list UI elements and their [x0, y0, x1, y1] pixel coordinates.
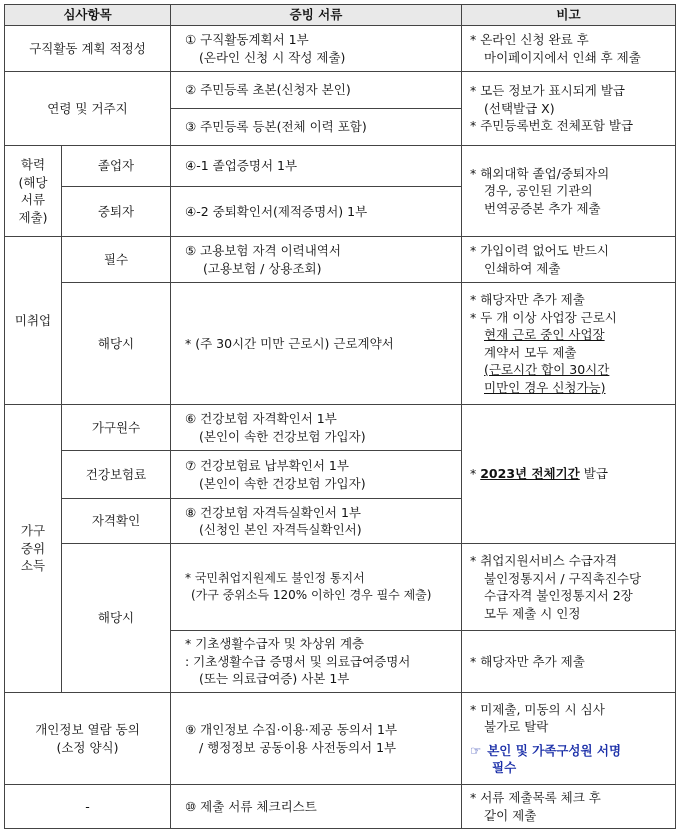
subitem-cell: 졸업자 — [62, 146, 171, 187]
doc-line: (본인이 속한 건강보험 가입자) — [199, 475, 366, 491]
remark-line: * 주민등록번호 전체포함 발급 — [470, 118, 634, 134]
item-line: 학력 — [20, 157, 46, 172]
table-row — [5, 146, 676, 187]
table-row — [5, 72, 676, 109]
docs-cell — [171, 405, 462, 451]
remark-line: 현재 근로 중인 사업장 — [484, 327, 605, 342]
doc-line: (가구 중위소득 120% 이하인 경우 필수 제출) — [191, 588, 432, 602]
remark-line: 모두 제출 시 인정 — [484, 605, 581, 621]
doc-line: (또는 의료급여증) 사본 1부 — [199, 671, 350, 687]
remark-cell — [462, 544, 676, 631]
table-row — [5, 405, 676, 451]
remark-line: (근로시간 합이 30시간 — [484, 362, 610, 377]
remark-suffix: 발급 — [579, 466, 608, 482]
subitem-cell: 가구원수 — [62, 405, 171, 451]
remark-line: 인쇄하여 제출 — [484, 260, 561, 276]
table-row — [5, 283, 676, 405]
item-cell — [5, 146, 62, 237]
doc-line: ⑦ 건강보험료 납부확인서 1부 — [185, 458, 349, 473]
docs-cell: ② 주민등록 초본(신청자 본인) — [171, 72, 462, 109]
docs-cell: ⑩ 제출 서류 체크리스트 — [171, 785, 462, 829]
pointing-hand-icon: ☞ — [470, 742, 482, 758]
table-row — [5, 544, 676, 631]
remark-line: 미만인 경우 신청가능) — [484, 379, 606, 395]
doc-line: (신청인 본인 자격득실확인서) — [199, 522, 362, 537]
remark-line: * 미제출, 미동의 시 심사 — [470, 701, 605, 717]
table-row — [5, 237, 676, 283]
docs-cell — [171, 499, 462, 544]
item-cell — [5, 405, 62, 693]
remark-line: * 가입이력 없어도 반드시 — [470, 243, 609, 258]
docs-cell — [171, 237, 462, 283]
docs-cell: ④-1 졸업증명서 1부 — [171, 146, 462, 187]
remark-cell — [462, 237, 676, 283]
item-line: 제출) — [18, 209, 48, 225]
header-item: 심사항목 — [5, 5, 171, 26]
requirements-table — [4, 4, 676, 829]
item-cell: 구직활동 계획 적정성 — [5, 26, 171, 72]
remark-cell — [462, 693, 676, 785]
remark-cell: * 해당자만 추가 제출 — [462, 631, 676, 693]
table-row — [5, 785, 676, 829]
doc-line: * 국민취업지원제도 불인정 통지서 — [185, 570, 365, 585]
subitem-cell: 해당시 — [62, 283, 171, 405]
docs-cell — [171, 26, 462, 72]
remark-line: 불인정통지서 / 구직촉진수당 — [484, 570, 642, 586]
remark-cell — [462, 283, 676, 405]
item-line: 소득 — [20, 558, 46, 574]
item-cell: 연령 및 거주지 — [5, 72, 171, 146]
item-cell: - — [5, 785, 171, 829]
doc-line: ① 구직활동계획서 1부 — [185, 32, 309, 47]
doc-line: (본인이 속한 건강보험 가입자) — [199, 428, 366, 444]
remark-cell — [462, 26, 676, 72]
subitem-cell: 필수 — [62, 237, 171, 283]
item-line: 중위 — [20, 540, 46, 556]
item-cell — [5, 693, 171, 785]
remark-line: 계약서 모두 제출 — [484, 344, 577, 360]
item-line: 서류 — [20, 192, 46, 207]
remark-cell — [462, 146, 676, 237]
item-line: (해당 — [18, 174, 48, 190]
item-cell: 미취업 — [5, 237, 62, 405]
subitem-cell: 중퇴자 — [62, 187, 171, 237]
remark-line: 수급자격 불인정통지서 2장 — [484, 588, 633, 603]
remark-line: * 취업지원서비스 수급자격 — [470, 553, 618, 568]
docs-cell: ③ 주민등록 등본(전체 이력 포함) — [171, 109, 462, 146]
doc-line: ⑧ 건강보험 자격득실확인서 1부 — [185, 504, 361, 520]
remark-line: * 두 개 이상 사업장 근로시 — [470, 309, 617, 325]
docs-cell: ④-2 중퇴확인서(제적증명서) 1부 — [171, 187, 462, 237]
remark-cell — [462, 785, 676, 829]
table-header-row — [5, 5, 676, 26]
item-line: 개인정보 열람 동의 — [35, 722, 140, 737]
header-remark: 비고 — [462, 5, 676, 26]
remark-line: 번역공증본 추가 제출 — [484, 200, 601, 216]
remark-line: 같이 제출 — [484, 807, 537, 823]
doc-line: ⑨ 개인정보 수집·이용·제공 동의서 1부 — [185, 722, 398, 737]
item-line: (소정 양식) — [56, 739, 119, 755]
doc-line: : 기초생활수급 증명서 및 의료급여증명서 — [185, 653, 411, 669]
table-row — [5, 693, 676, 785]
remark-emphasis: 2023년 전체기간 — [480, 466, 580, 482]
remark-line: 불가로 탈락 — [484, 719, 549, 734]
doc-line: (온라인 신청 시 작성 제출) — [199, 49, 346, 65]
docs-cell — [171, 631, 462, 693]
subitem-cell: 자격확인 — [62, 499, 171, 544]
remark-emphasis: 필수 — [492, 760, 517, 775]
remark-cell — [462, 72, 676, 146]
remark-line: 경우, 공인된 기관의 — [484, 183, 593, 199]
remark-line: * 서류 제출목록 체크 후 — [470, 790, 601, 805]
subitem-cell: 건강보험료 — [62, 451, 171, 499]
doc-line: (고용보험 / 상용조회) — [203, 260, 322, 276]
remark-line: * 해당자만 추가 제출 — [470, 292, 585, 307]
subitem-cell: 해당시 — [62, 544, 171, 693]
docs-cell — [171, 544, 462, 631]
remark-cell — [462, 405, 676, 544]
doc-line: ⑤ 고용보험 자격 이력내역서 — [185, 243, 341, 258]
docs-cell — [171, 693, 462, 785]
docs-cell — [171, 451, 462, 499]
doc-line: ⑥ 건강보험 자격확인서 1부 — [185, 411, 337, 426]
remark-prefix: * — [470, 466, 481, 482]
header-docs: 증빙 서류 — [171, 5, 462, 26]
table-row — [5, 26, 676, 72]
remark-line: (선택발급 X) — [484, 100, 555, 116]
remark-line: * 모든 정보가 표시되게 발급 — [470, 83, 625, 99]
doc-line: / 행정정보 공동이용 사전동의서 1부 — [199, 739, 397, 755]
remark-emphasis: 본인 및 가족구성원 서명 — [487, 742, 622, 758]
doc-line: * 기초생활수급자 및 차상위 계층 — [185, 636, 365, 652]
remark-line — [470, 742, 675, 760]
remark-line — [470, 465, 675, 483]
remark-line: * 온라인 신청 완료 후 — [470, 32, 589, 47]
remark-line: * 해외대학 졸업/중퇴자의 — [470, 165, 610, 181]
docs-cell: * (주 30시간 미만 근로시) 근로계약서 — [171, 283, 462, 405]
item-line: 가구 — [20, 523, 46, 539]
remark-line: 마이페이지에서 인쇄 후 제출 — [484, 49, 641, 65]
